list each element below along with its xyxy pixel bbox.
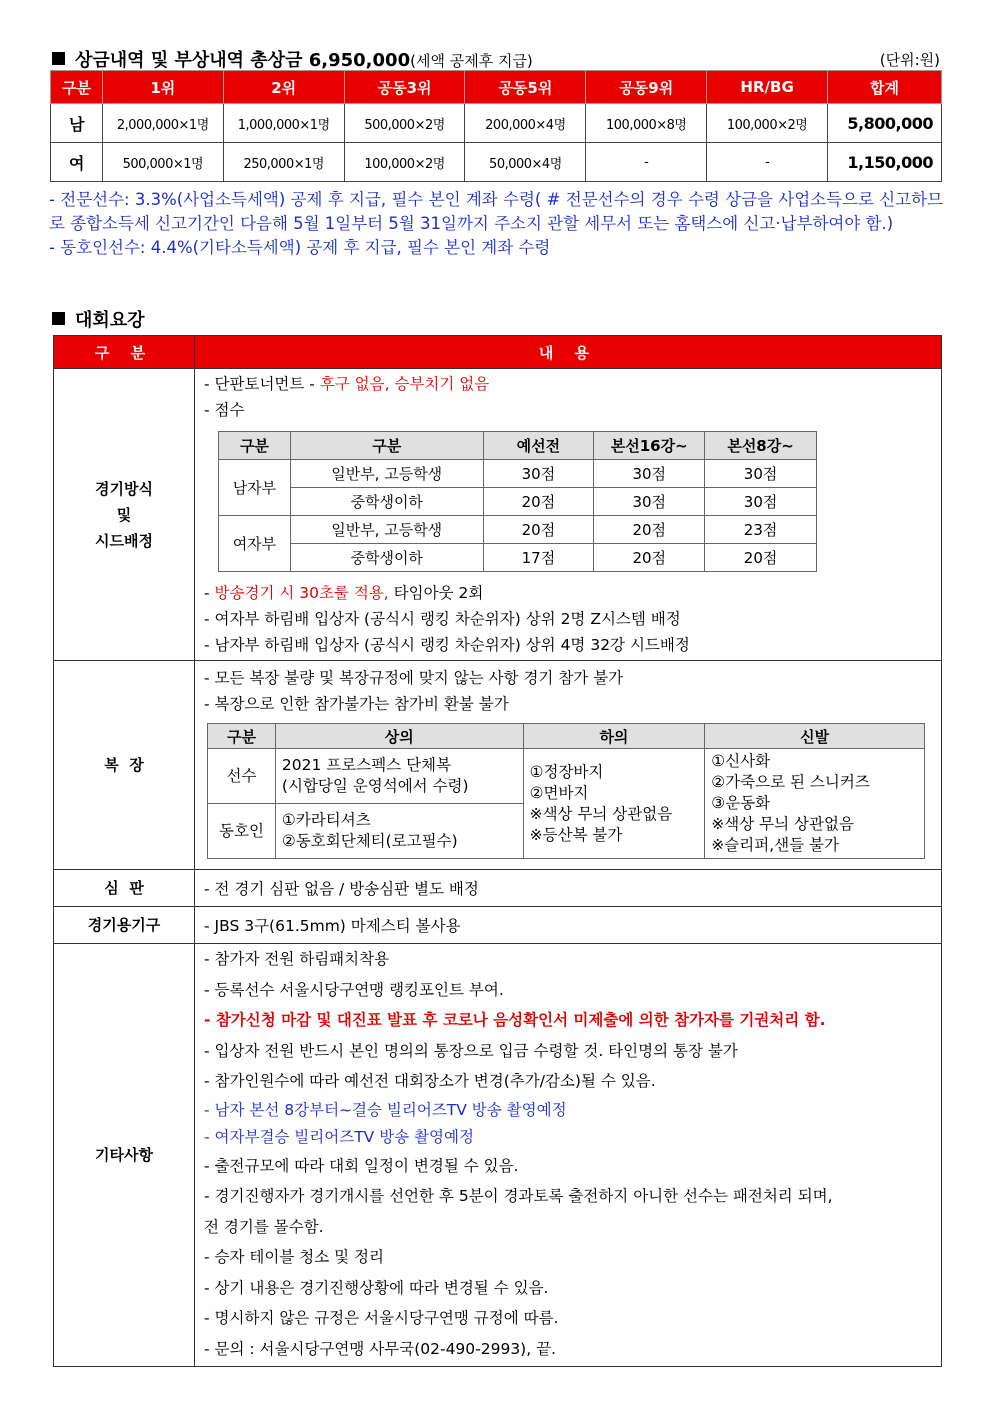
dress-row xyxy=(54,661,942,870)
score-col-header: 구분 xyxy=(290,432,483,460)
line-text: - 단판토너먼트 - xyxy=(204,375,320,393)
table-cell: 20점 xyxy=(483,488,594,516)
dress-table xyxy=(207,723,925,859)
prize-col-header: 공동9위 xyxy=(586,71,707,104)
tournament-type-line xyxy=(204,371,941,397)
table-cell: 100,000×2명 xyxy=(344,143,465,182)
cell-line: ②동호회단체티(로고필수) xyxy=(281,832,458,850)
score-header-row xyxy=(219,432,817,460)
score-table xyxy=(218,431,817,572)
bottom-cell xyxy=(523,749,705,859)
cell-line: ①정장바지 xyxy=(529,762,604,781)
outline-header-row xyxy=(54,336,942,369)
table-cell: 20점 xyxy=(705,544,817,572)
etc-line: - 입상자 전원 반드시 본인 명의의 통장으로 입금 수령할 것. 타인명의 통장 불가 xyxy=(204,1041,738,1060)
table-cell: 1,000,000×1명 xyxy=(223,104,344,143)
referee-row xyxy=(54,870,942,907)
etc-line: 전 경기를 몰수함. xyxy=(204,1217,324,1236)
dress-content xyxy=(195,661,942,870)
prize-table xyxy=(50,70,942,182)
table-cell: 500,000×1명 xyxy=(102,143,223,182)
dress-header-row xyxy=(208,724,925,749)
etc-content xyxy=(195,944,942,1367)
referee-label: 심 판 xyxy=(54,870,195,907)
etc-line-broadcast: - 남자 본선 8강부터~결승 빌리어즈TV 방송 촬영예정 xyxy=(204,1100,567,1119)
women-seed-line: - 여자부 하림배 입상자 (공식시 랭킹 차순위자) 상위 2명 Z시스템 배정 xyxy=(204,610,681,628)
table-cell: - xyxy=(707,143,828,182)
table-cell: 250,000×1명 xyxy=(223,143,344,182)
etc-line: - 문의 : 서울시당구연맹 사무국(02-490-2993), 끝. xyxy=(204,1339,556,1358)
no-rerack-text: 후구 없음, 승부치기 없음 xyxy=(319,375,490,393)
cell-line: ※색상 무늬 상관없음 xyxy=(711,815,854,833)
table-cell: 30점 xyxy=(705,488,817,516)
equipment-row xyxy=(54,907,942,944)
col-label-header: 구 분 xyxy=(54,336,195,369)
cell-line: ※등산복 불가 xyxy=(529,825,623,844)
dress-col-header: 하의 xyxy=(523,724,705,749)
dress-col-header: 신발 xyxy=(705,724,925,749)
outline-heading xyxy=(52,306,145,332)
table-cell: 20점 xyxy=(594,544,705,572)
total-prize-amount: 6,950,000 xyxy=(308,50,411,71)
equipment-label: 경기용기구 xyxy=(54,907,195,944)
thirty-second-rule-text: 방송경기 시 30초룰 적용, xyxy=(214,584,389,602)
format-label-line: 및 xyxy=(116,505,132,524)
player-top-cell xyxy=(275,749,523,804)
prize-heading xyxy=(52,46,533,72)
table-cell: - xyxy=(586,143,707,182)
etc-line: - 경기진행자가 경기개시를 선언한 후 5분이 경과토록 출전하지 아니한 선수는 패전처리 되며, xyxy=(204,1187,833,1205)
score-line: - 점수 xyxy=(204,401,245,419)
table-cell: 일반부, 고등학생 xyxy=(290,516,483,544)
dress-label: 복 장 xyxy=(54,661,195,870)
etc-line: - 명시하지 않은 규정은 서울시당구연맹 규정에 따름. xyxy=(204,1309,559,1327)
format-row xyxy=(54,369,942,661)
table-cell: 23점 xyxy=(705,516,817,544)
table-cell: 여 xyxy=(51,143,103,182)
line-text: - xyxy=(204,584,215,602)
score-col-header: 구분 xyxy=(219,432,291,460)
table-cell: 100,000×2명 xyxy=(707,104,828,143)
table-cell: 100,000×8명 xyxy=(586,104,707,143)
table-cell: 20점 xyxy=(483,516,594,544)
score-col-header: 본선16강~ xyxy=(594,432,705,460)
etc-line: - 참가자 전원 하림패치착용 xyxy=(204,950,390,968)
unit-label: (단위:원) xyxy=(879,51,940,69)
score-col-header: 본선8강~ xyxy=(705,432,817,460)
cell-line: ※색상 무늬 상관없음 xyxy=(529,804,673,823)
etc-line-broadcast: - 여자부결승 빌리어즈TV 방송 촬영예정 xyxy=(204,1127,474,1146)
cell-line: ※슬리퍼,샌들 불가 xyxy=(711,836,839,854)
player-cell: 선수 xyxy=(208,749,276,804)
table-cell: 1,150,000 xyxy=(828,143,942,182)
table-cell: 2,000,000×1명 xyxy=(102,104,223,143)
prize-col-header: 공동5위 xyxy=(465,71,586,104)
dress-refund-line: - 복장으로 인한 참가불가는 참가비 환불 불가 xyxy=(204,695,509,713)
table-row xyxy=(219,488,817,516)
square-bullet-icon xyxy=(52,312,65,325)
table-cell: 5,800,000 xyxy=(828,104,942,143)
prize-heading-text: 상금내역 및 부상내역 총상금 xyxy=(75,50,303,71)
score-col-header: 예선전 xyxy=(483,432,594,460)
broadcast-rule-line xyxy=(204,580,941,606)
table-cell: 17점 xyxy=(483,544,594,572)
amateur-top-cell xyxy=(275,804,523,859)
prize-header-row xyxy=(51,71,942,104)
col-content-header: 내 용 xyxy=(195,336,942,369)
cell-line: ①카라티셔츠 xyxy=(281,811,371,829)
cell-line: 2021 프로스펙스 단체복 xyxy=(281,756,452,774)
cell-line: ③운동화 xyxy=(711,794,771,812)
format-label-line: 경기방식 xyxy=(95,479,153,498)
etc-label: 기타사항 xyxy=(54,944,195,1367)
cell-line: ②가죽으로 된 스니커즈 xyxy=(711,773,870,791)
table-cell: 20점 xyxy=(594,516,705,544)
table-cell: 30점 xyxy=(705,460,817,488)
amateur-player-note: - 동호인선수: 4.4%(기타소득세액) 공제 후 지급, 필수 본인 계좌 수령 xyxy=(49,238,551,257)
outline-table xyxy=(53,335,942,1367)
cell-line: ②면바지 xyxy=(529,783,589,802)
table-cell: 중학생이하 xyxy=(290,544,483,572)
format-label xyxy=(54,369,195,661)
men-seed-line: - 남자부 하림배 입상자 (공식시 랭킹 차순위자) 상위 4명 32강 시드배정 xyxy=(204,636,690,654)
table-row xyxy=(51,104,942,143)
etc-line: - 출전규모에 따라 대회 일정이 변경될 수 있음. xyxy=(204,1156,519,1175)
tax-notes xyxy=(49,188,943,260)
dress-rule-line: - 모든 복장 불량 및 복장규정에 맞지 않는 사항 경기 참가 불가 xyxy=(204,669,624,687)
prize-col-header: 2위 xyxy=(223,71,344,104)
table-cell: 200,000×4명 xyxy=(465,104,586,143)
equipment-content: - JBS 3구(61.5mm) 마제스티 볼사용 xyxy=(195,907,942,944)
prize-col-header: HR/BG xyxy=(707,71,828,104)
shoes-cell xyxy=(705,749,925,859)
table-row xyxy=(219,544,817,572)
prize-col-header: 합계 xyxy=(828,71,942,104)
square-bullet-icon xyxy=(52,52,65,65)
table-row xyxy=(208,749,925,804)
cell-line: (시합당일 운영석에서 수령) xyxy=(281,777,469,795)
prize-col-header: 공동3위 xyxy=(344,71,465,104)
table-cell: 30점 xyxy=(483,460,594,488)
dress-col-header: 구분 xyxy=(208,724,276,749)
cell-line: ①신사화 xyxy=(711,752,771,770)
table-cell: 30점 xyxy=(594,460,705,488)
referee-content: - 전 경기 심판 없음 / 방송심판 별도 배정 xyxy=(195,870,942,907)
prize-col-header: 구분 xyxy=(51,71,103,104)
etc-row xyxy=(54,944,942,1367)
outline-heading-text: 대회요강 xyxy=(75,310,145,331)
group-cell: 여자부 xyxy=(219,516,291,572)
table-cell: 중학생이하 xyxy=(290,488,483,516)
table-row xyxy=(219,516,817,544)
etc-line: - 승자 테이블 청소 및 정리 xyxy=(204,1248,384,1266)
group-cell: 남자부 xyxy=(219,460,291,516)
table-cell: 30점 xyxy=(594,488,705,516)
table-cell: 남 xyxy=(51,104,103,143)
etc-line-covid: - 참가신청 마감 및 대진표 발표 후 코로나 음성확인서 미제출에 의한 참가자를 기권처리 함. xyxy=(204,1011,826,1029)
prize-note: (세액 공제후 지급) xyxy=(410,52,533,70)
format-label-line: 시드배정 xyxy=(95,531,153,550)
table-cell: 500,000×2명 xyxy=(344,104,465,143)
amateur-cell: 동호인 xyxy=(208,804,276,859)
pro-player-note: - 전문선수: 3.3%(사업소득세액) 공제 후 지급, 필수 본인 계좌 수령( # 전문선수의 경우 수령 상금을 사업소득으로 신고하므로 종합소득세 신고기간인 다음해 5월 1일부터 5월 31일까지 주소지 관할 세무서 또는 홈택스에 신고·납부하여야 함.) xyxy=(49,190,943,233)
table-row xyxy=(51,143,942,182)
etc-line: - 상기 내용은 경기진행상황에 따라 변경될 수 있음. xyxy=(204,1278,549,1297)
etc-line: - 참가인원수에 따라 예선전 대회장소가 변경(추가/감소)될 수 있음. xyxy=(204,1072,656,1090)
table-row xyxy=(219,460,817,488)
dress-col-header: 상의 xyxy=(275,724,523,749)
etc-line: - 등록선수 서울시당구연맹 랭킹포인트 부여. xyxy=(204,980,504,999)
table-cell: 50,000×4명 xyxy=(465,143,586,182)
prize-col-header: 1위 xyxy=(102,71,223,104)
format-content xyxy=(195,369,942,661)
line-text: 타임아웃 2회 xyxy=(388,584,484,602)
table-cell: 일반부, 고등학생 xyxy=(290,460,483,488)
